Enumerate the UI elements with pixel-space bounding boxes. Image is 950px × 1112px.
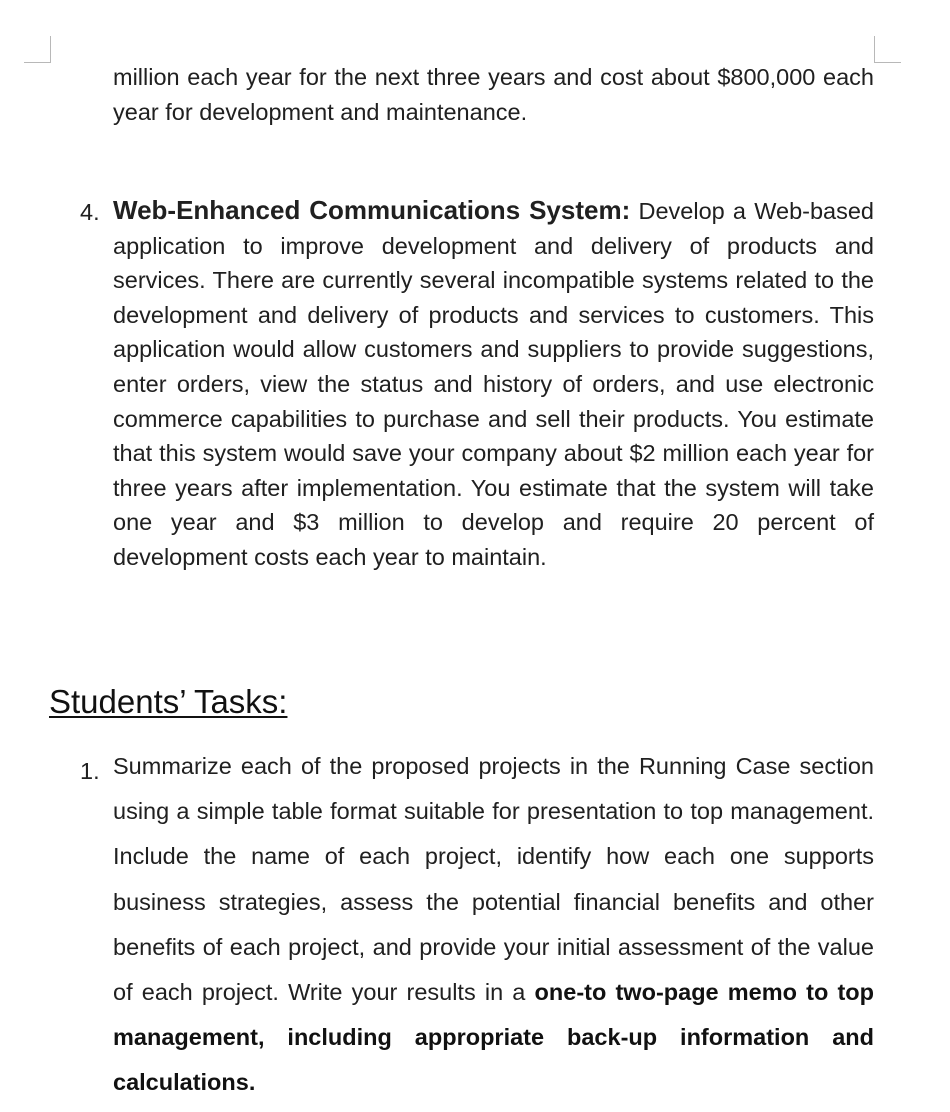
students-tasks-heading: Students’ Tasks: [49,683,288,720]
task1-emphasis: one-to two-page memo to top management, including appropriate back-up information and calculations. [113,979,875,1096]
margin-corner-mark-left [24,36,51,63]
item4-title: Web-Enhanced Communications System: [113,195,631,225]
item4-body: Develop a Web-based application to improve development and delivery of products and services. There are currently several incompatible systems related to the development and delivery of products and services to customers. This application would allow customers and suppliers to provide suggestions, enter orders, view the status and history of orders, and use electronic commerce capabilities to purchase and sell their products. You estimate that this system would save your company about $2 million each year for three years after implementation. You estimate that the system will take one year and $3 million to develop and require 20 percent of development costs each year to maintain. [113,198,874,570]
item3-continuation-paragraph: million each year for the next three years and cost about $800,000 each year for development and maintenance. [113,64,874,125]
margin-corner-mark-right [874,36,901,63]
item4-paragraph [113,193,874,575]
task1-text: Summarize each of the proposed projects in the Running Case section using a simple table format suitable for presentation to top management. Include the name of each project, identify how each one supports business strategies, assess the potential financial benefits and other benefits of each project, and provide your initial assessment of the value of each project. Write your results in a [113,753,874,1006]
task1-paragraph [113,744,874,1106]
task1-number: 1. [80,758,100,784]
item4-number: 4. [80,199,100,225]
